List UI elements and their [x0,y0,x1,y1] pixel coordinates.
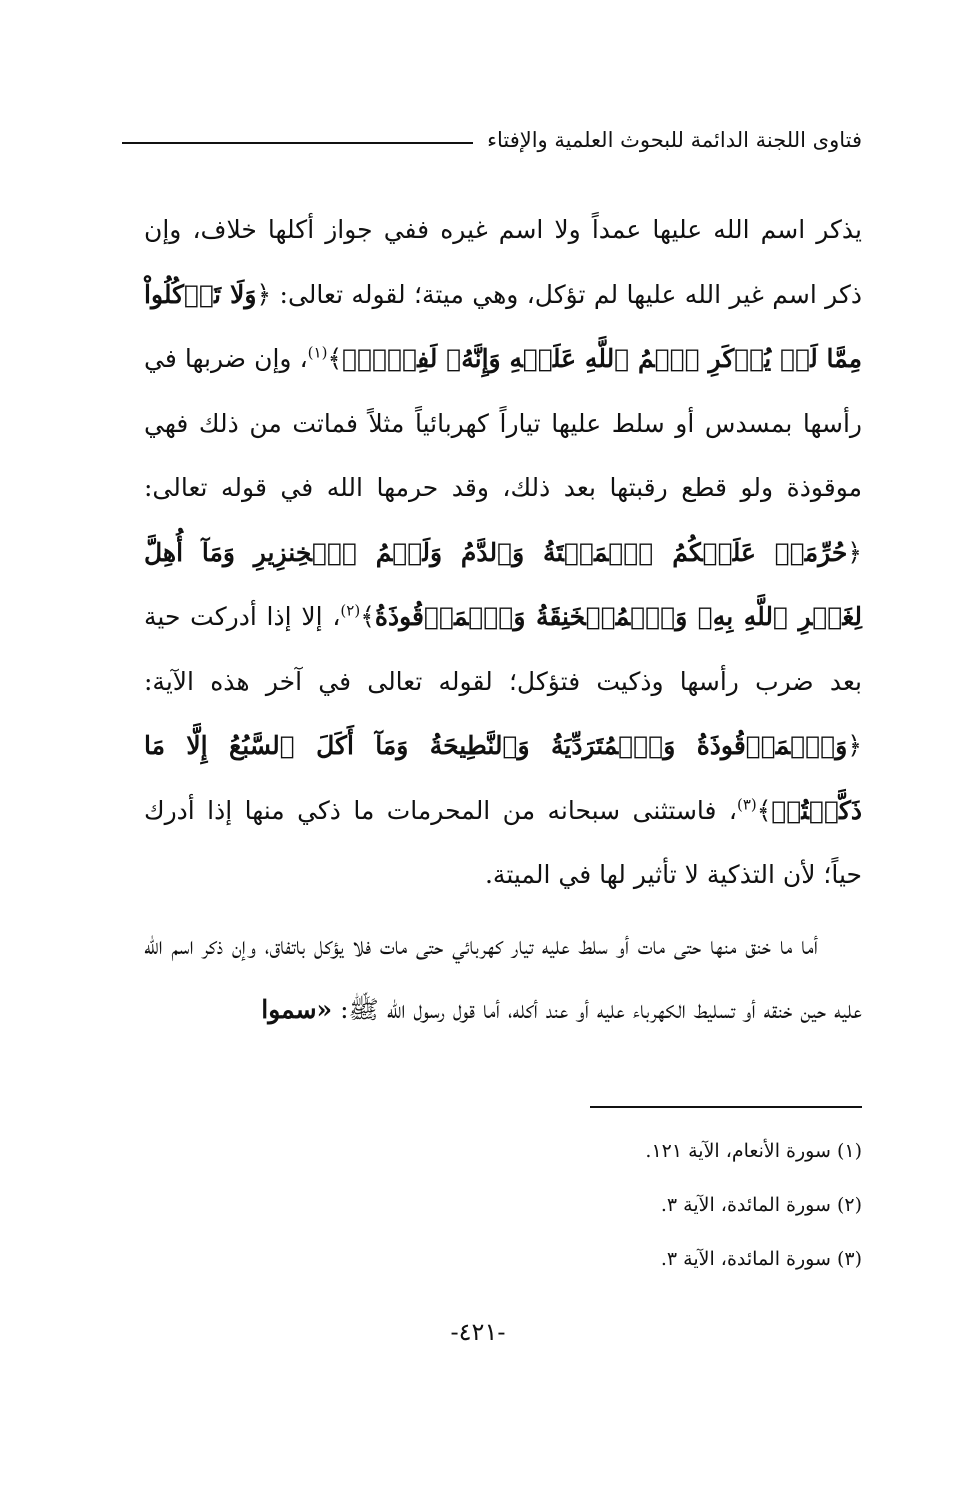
body-text [144,198,862,1043]
ornate-bracket-open: ﴿ [847,537,862,567]
footnote-ref-3: (٣) [736,795,757,814]
footnote-ref-2: (٢) [340,601,361,620]
footnote-3: (٣) سورة المائدة، الآية ٣. [660,1248,862,1270]
header-title: فتاوى اللجنة الدائمة للبحوث العلمية والإفتاء [487,128,862,152]
quran-verse-3-text: وَٱلۡمَوۡقُوذَةُ وَٱلۡمُتَرَدِّيَةُ وَٱلنَّطِيحَةُ وَمَآ أَكَلَ ٱلسَّبُعُ إِلَّا مَا ذَكَّيۡتُمۡ [144,731,862,825]
ornate-bracket-close: ﴾ [327,344,343,373]
footnote-separator [590,1106,862,1108]
paragraph-2-part-a: أما ما خنق منها حتى مات أو سلط عليه تيار كهربائي حتى مات فلا يؤكل باتفاق، وإن ذكر اسم الله عليه حين خنقه أو تسليط الكهرباء عليه أو عند أكله، أما قول رسول الله ﷺ: [144,930,862,1024]
ornate-bracket-close: ﴾ [360,602,375,631]
footnote-2: (٢) سورة المائدة، الآية ٣. [660,1194,862,1216]
paragraph-2 [144,914,862,1043]
footnotes [144,1124,862,1286]
ornate-bracket-close: ﴾ [756,795,772,825]
hadith-quote-start: «سموا [261,995,333,1024]
quran-verse-2-text: حُرِّمَتۡ عَلَيۡكُمُ ٱلۡمَيۡتَةُ وَٱلدَّمُ وَلَحۡمُ ٱلۡخِنزِيرِ وَمَآ أُهِلَّ لِغَيۡرِ ٱللَّهِ بِهِۦ وَٱلۡمُنۡخَنِقَةُ وَٱلۡمَوۡقُوذَةُ [144,537,863,631]
paragraph-1-part-c: ، إلا إذا أدركت حية بعد ضرب رأسها وذكيت فتؤكل؛ لقوله تعالى في آخر هذه الآية: [144,602,862,696]
paragraph-1 [144,198,862,908]
ornate-bracket-open: ﴿ [847,731,862,760]
paragraph-1-part-a: يذكر اسم الله عليها عمداً ولا اسم غيره ففي جواز أكلها خلاف، وإن ذكر اسم غير الله عليها لم تؤكل، وهي ميتة؛ لقوله تعالى: [144,215,862,309]
paragraph-1-part-d: ، فاستثنى سبحانه من المحرمات ما ذكي منها إذا أدرك حياً؛ لأن التذكية لا تأثير لها في الميتة. [144,795,862,889]
page-number: -٤٢١- [450,1318,506,1346]
footnote-1: (١) سورة الأنعام، الآية ١٢١. [645,1140,862,1162]
ornate-bracket-open: ﴿ [256,279,272,309]
header-rule [122,142,473,144]
quran-verse-1-text: وَلَا تَأۡكُلُواْ مِمَّا لَمۡ يُذۡكَرِ ٱسۡمُ ٱللَّهِ عَلَيۡهِ وَإِنَّهُۥ لَفِسۡقٌۗ [144,279,863,373]
paragraph-1-part-b: ، وإن ضربها في رأسها بمسدس أو سلط عليها تياراً كهربائياً مثلاً فماتت من ذلك فهي موقوذة ولو قطع رقبتها بعد ذلك، وقد حرمها الله في قوله تعالى: [144,344,862,502]
running-header [122,128,862,152]
footnote-ref-1: (١) [307,343,328,362]
